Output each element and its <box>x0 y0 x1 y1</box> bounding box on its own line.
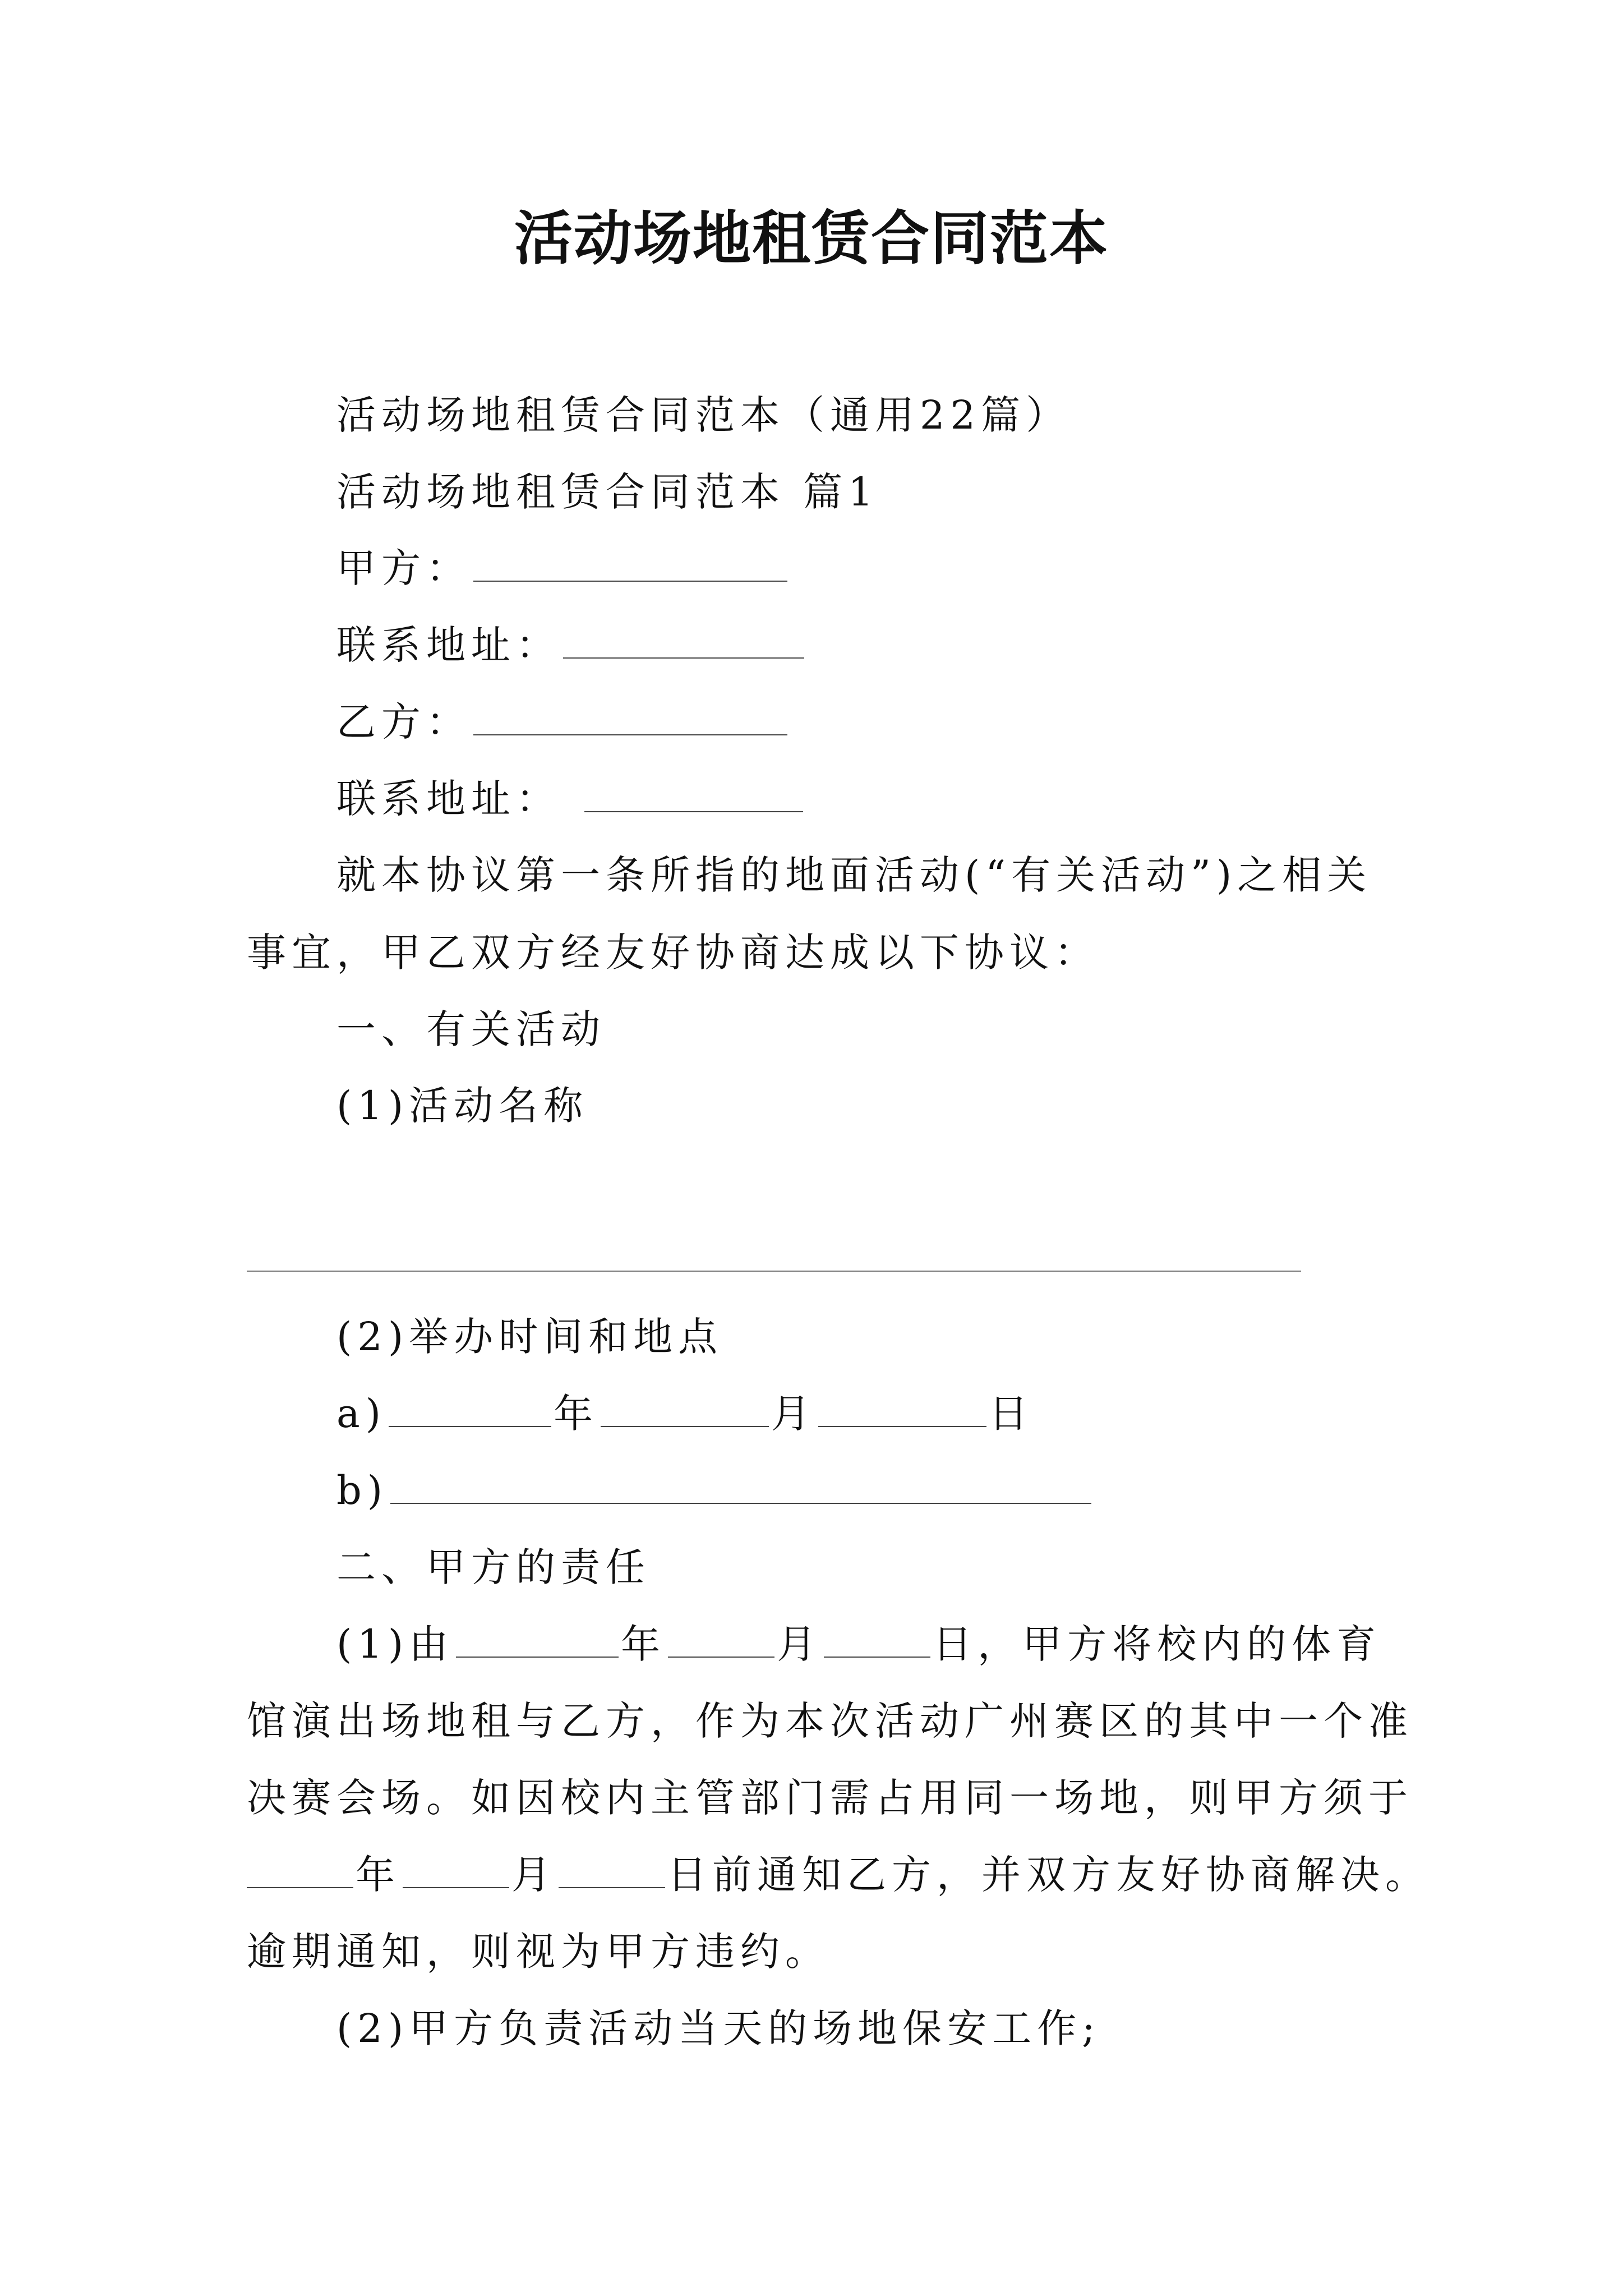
sec2-item1-suffix: 日，甲方将校内的体育 <box>933 1621 1382 1667</box>
notice-month-label: 月 <box>511 1852 556 1898</box>
intro-line-2: 事宜，甲乙双方经友好协商达成以下协议： <box>247 930 1099 976</box>
activity-name-label: (1)活动名称 <box>336 1083 589 1129</box>
sec2-line-4-suffix: 日前通知乙方，并双方友好协商解决。 <box>667 1852 1430 1898</box>
time-place-label: (2)举办时间和地点 <box>336 1314 723 1360</box>
notice-year-label: 年 <box>356 1852 400 1898</box>
party-b-address-label: 联系地址： <box>336 776 561 822</box>
year-blank[interactable] <box>389 1387 551 1427</box>
party-a-address-label: 联系地址： <box>336 622 561 668</box>
sec2-line-3: 决赛会场。如因校内主管部门需占用同一场地，则甲方须于 <box>247 1775 1413 1821</box>
sec2-day-blank[interactable] <box>824 1617 930 1658</box>
date-prefix-a: a) <box>336 1391 387 1437</box>
sec2-month-blank[interactable] <box>668 1617 774 1658</box>
party-a-line <box>336 540 790 596</box>
party-a-blank[interactable] <box>473 541 787 582</box>
sec2-year-blank[interactable] <box>456 1617 619 1658</box>
notice-year-blank[interactable] <box>247 1848 353 1888</box>
party-b-label: 乙方： <box>336 699 471 745</box>
notice-month-blank[interactable] <box>403 1848 509 1888</box>
sec2-item-2: (2)甲方负责活动当天的场地保安工作; <box>336 2005 1101 2051</box>
place-line-b <box>336 1462 1094 1519</box>
document-subtitle: 活动场地租赁合同范本（通用22篇） <box>336 392 1071 438</box>
sec2-year-label: 年 <box>621 1621 666 1667</box>
section-1-heading: 一、有关活动 <box>336 1006 606 1052</box>
party-b-address-blank[interactable] <box>584 772 803 812</box>
notice-day-blank[interactable] <box>559 1848 665 1888</box>
party-b-address-line <box>336 771 805 827</box>
intro-line-1: 就本协议第一条所指的地面活动(“有关活动”)之相关 <box>336 852 1372 898</box>
sec2-month-label: 月 <box>777 1621 822 1667</box>
document-title: 活动场地租赁合同范本 <box>514 204 1109 273</box>
sec2-line-5: 逾期通知，则视为甲方违约。 <box>247 1929 830 1975</box>
sec2-line-2: 馆演出场地租与乙方，作为本次活动广州赛区的其中一个准 <box>247 1698 1413 1744</box>
day-label: 日 <box>989 1391 1034 1437</box>
year-label: 年 <box>554 1391 599 1437</box>
month-blank[interactable] <box>601 1387 769 1427</box>
chapter-heading: 活动场地租赁合同范本 篇1 <box>336 469 879 515</box>
party-a-label: 甲方： <box>336 545 471 591</box>
date-line-a <box>336 1386 1034 1442</box>
party-a-address-line <box>336 617 806 673</box>
sec2-line-4 <box>247 1847 1430 1903</box>
sec2-item1-line <box>336 1616 1381 1672</box>
activity-name-blank[interactable] <box>247 1271 1301 1272</box>
date-prefix-b: b) <box>336 1467 389 1513</box>
place-blank[interactable] <box>390 1464 1091 1504</box>
month-label: 月 <box>771 1391 817 1437</box>
section-2-heading: 二、甲方的责任 <box>336 1544 651 1590</box>
party-b-line <box>336 694 790 750</box>
day-blank[interactable] <box>818 1387 986 1427</box>
sec2-item1-prefix: (1)由 <box>336 1621 454 1667</box>
party-b-blank[interactable] <box>473 695 787 735</box>
party-a-address-blank[interactable] <box>563 618 804 659</box>
